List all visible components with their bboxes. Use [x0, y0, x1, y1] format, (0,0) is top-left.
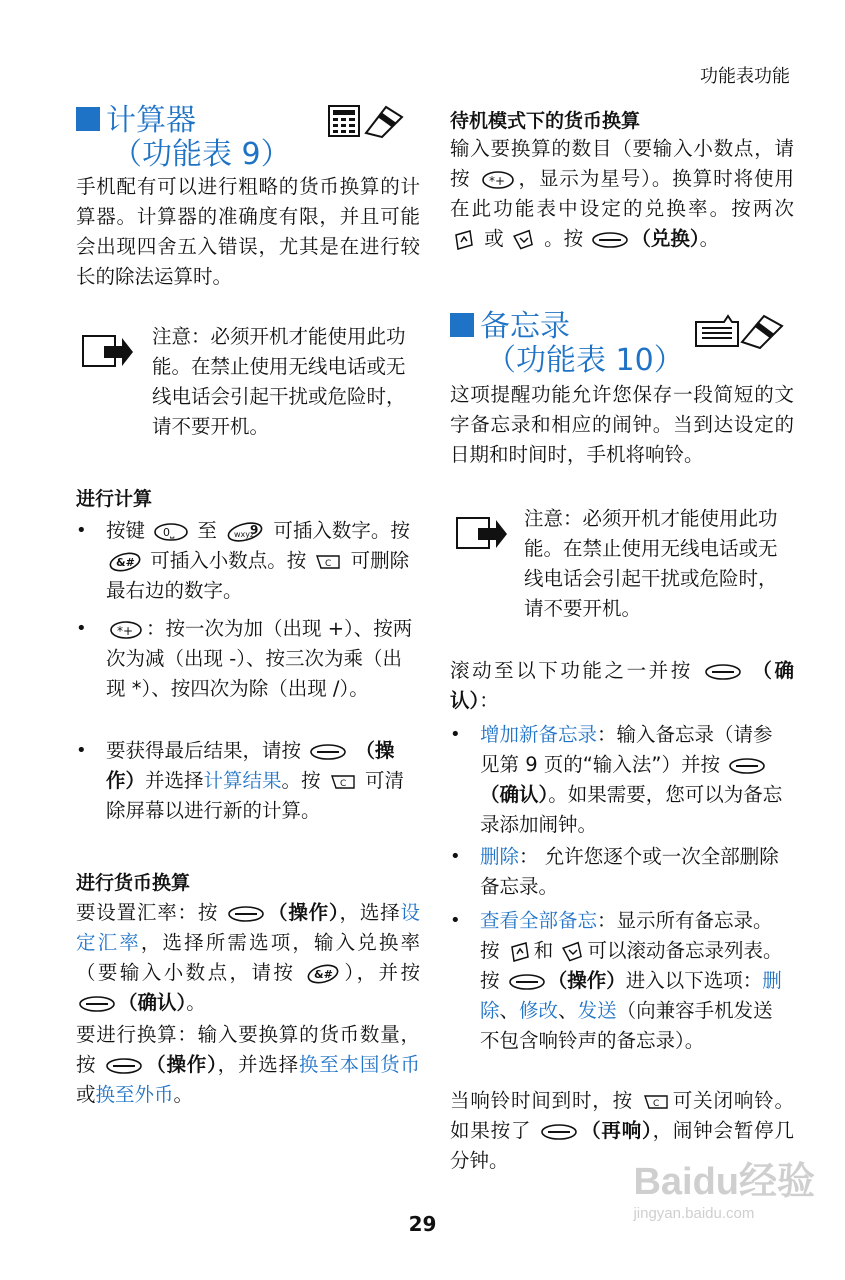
subheading-calculation: 进行计算	[76, 488, 153, 510]
key-hash-icon	[306, 963, 340, 985]
svg-text:&#: &#	[314, 967, 333, 981]
star-key-icon	[108, 620, 144, 640]
note-icon	[82, 332, 134, 372]
list-item: • 删除： 允许您逐个或一次全部删除备忘录。	[480, 842, 792, 902]
key-9-icon	[225, 521, 265, 543]
svg-text:wxyz: wxyz	[234, 529, 255, 539]
svg-text:9: 9	[250, 522, 259, 537]
calculator-note: 注意：必须开机才能使用此功能。在禁止使用无线电话或无线电话会引起干扰或危险时，请不要开机。	[152, 325, 406, 438]
currency-convert-paragraph: 要进行换算：输入要换算的货币数量，按 （操作），并选择换至本国货币或换至外币。	[76, 1023, 420, 1106]
selection-key-icon	[227, 905, 265, 923]
memo-note: 注意：必须开机才能使用此功能。在禁止使用无线电话或无线电话会引起干扰或危险时，请不要开机。	[524, 507, 778, 620]
scroll-up-key-icon	[452, 229, 476, 251]
calculator-icon	[328, 103, 408, 139]
selection-key-icon	[540, 1123, 578, 1141]
memo-intro: 这项提醒功能允许您保存一段简短的文字备忘录和相应的闹钟。当到达设定的日期和时间时，手机将响铃。	[450, 383, 794, 466]
memo-scroll-instruction: 滚动至以下功能之一并按 （确认）：	[450, 659, 794, 712]
selection-key-icon	[728, 757, 766, 775]
selection-key-icon	[591, 231, 629, 249]
svg-text:C: C	[325, 558, 332, 569]
bullet: •	[450, 846, 461, 867]
memo-title: 备忘录 （功能表 10）	[450, 310, 684, 378]
currency-setup-paragraph: 要设置汇率：按 （操作），选择设定汇率，选择所需选项，输入兑换率（要输入小数点，请按 &# ），并按 （确认）。	[76, 901, 420, 1014]
svg-text:0⎵: 0⎵	[163, 525, 175, 539]
bullet: •	[76, 520, 87, 541]
calculator-title: 计算器 （功能表 9）	[76, 104, 291, 172]
watermark-url: jingyan.baidu.com	[633, 1205, 755, 1222]
section-square-icon	[450, 313, 474, 337]
running-header: 功能表功能	[700, 66, 790, 87]
key-0-icon	[153, 522, 189, 542]
calculator-subtitle: （功能表 9）	[112, 137, 291, 172]
list-item: • *+ ：按一次为加（出现 +）、按两次为减（出现 -）、按三次为乘（出现 *）、按四次为除（出现 /）。	[106, 614, 420, 704]
svg-text:*+: *+	[488, 173, 505, 188]
subheading-currency: 进行货币换算	[76, 872, 191, 894]
bullet: •	[450, 910, 461, 931]
scroll-down-key-icon	[561, 941, 585, 963]
svg-text:C: C	[653, 1098, 660, 1109]
key-hash-icon	[108, 551, 142, 573]
list-item: • 要获得最后结果，请按 （操作）并选择计算结果。按 C 可清除屏幕以进行新的计算。	[106, 736, 420, 826]
calculator-intro: 手机配有可以进行粗略的货币换算的计算器。计算器的准确度有限，并且可能会出现四舍五入错误，尤其是在进行较长的除法运算时。	[76, 175, 420, 288]
subheading-standby-currency: 待机模式下的货币换算	[450, 110, 641, 132]
selection-key-icon	[309, 743, 347, 761]
memo-icon	[694, 310, 790, 350]
page-number: 29	[408, 1212, 437, 1236]
section-square-icon	[76, 107, 100, 131]
bullet: •	[76, 618, 87, 639]
selection-key-icon	[105, 1057, 143, 1075]
alarm-paragraph: 当响铃时间到时，按 C 可关闭响铃。如果按了 （再响），闹钟会暂停几分钟。	[450, 1089, 794, 1172]
note-icon	[456, 514, 508, 554]
svg-text:C: C	[339, 778, 347, 789]
svg-text:&#: &#	[116, 555, 135, 569]
bullet: •	[450, 724, 461, 745]
svg-text:*+: *+	[117, 623, 134, 638]
selection-key-icon	[704, 663, 742, 681]
clear-key-icon	[314, 552, 342, 572]
clear-key-icon	[642, 1092, 670, 1112]
clear-key-icon	[329, 772, 357, 792]
scroll-up-key-icon	[508, 941, 532, 963]
watermark-brand: Baidu经验	[633, 1161, 815, 1203]
standby-paragraph: 输入要换算的数目（要输入小数点，请按 *+ ，显示为星号）。换算时将使用在此功能表中设定的兑换率。按两次 或 。按 （兑换）。	[450, 137, 794, 250]
list-item: • 按键 0⎵ 至 wxyz 9 可插入数字。按 &# 可插入小数点。按 C 可删除最右边的数字。	[106, 516, 420, 606]
memo-subtitle: （功能表 10）	[486, 343, 684, 378]
selection-key-icon	[508, 973, 546, 991]
star-key-icon	[480, 170, 516, 190]
selection-key-icon	[78, 995, 116, 1013]
bullet: •	[76, 740, 87, 761]
list-item: • 查看全部备忘：显示所有备忘录。按 和 可以滚动备忘录列表。按 （操作）进入以下选项：删除、修改、发送（向兼容手机发送不包含响铃声的备忘录）。	[480, 906, 792, 1056]
scroll-down-key-icon	[512, 229, 536, 251]
list-item: • 增加新备忘录：输入备忘录（请参见第 9 页的“输入法”）并按 （确认）。如果需要，您可以为备忘录添加闹钟。	[480, 720, 792, 840]
